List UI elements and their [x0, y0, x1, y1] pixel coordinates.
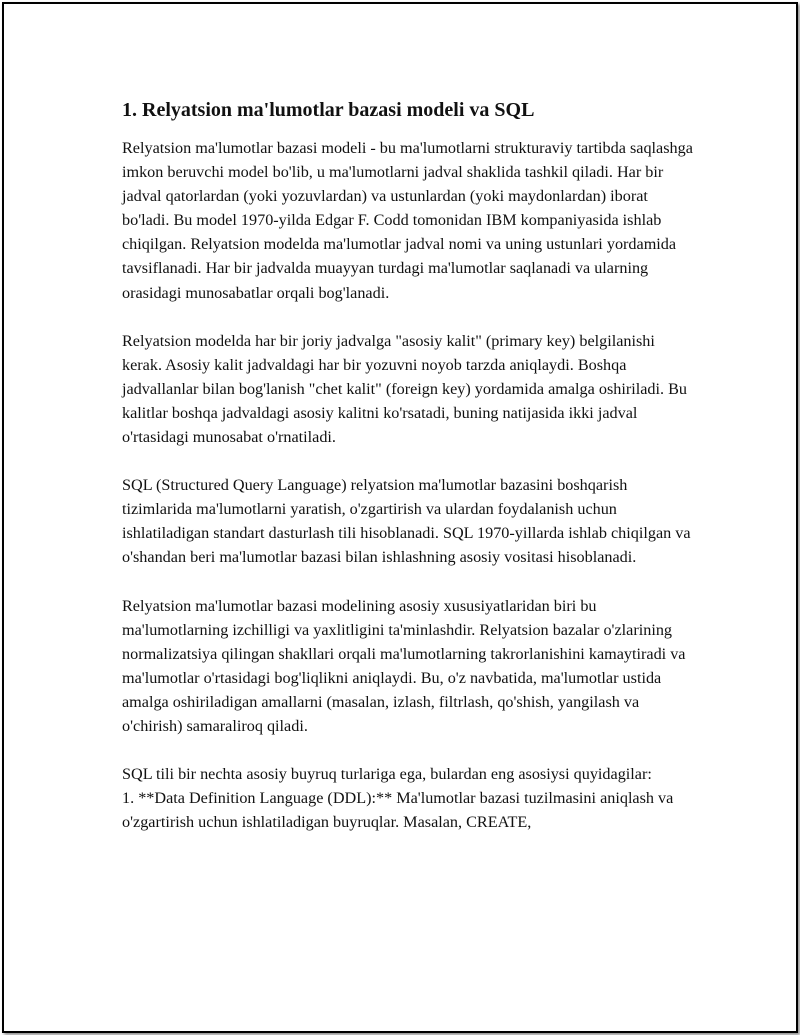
paragraph-sql: SQL (Structured Query Language) relyatsion ma'lumotlar bazasini boshqarish tizimlarida ma'lumotlarni yaratish, o'zgartirish va ulardan foydalanish uchun ishlatiladigan standart dasturlash tili hisoblanadi. SQL 1970-yillarda ishlab chiqilgan va o'shandan beri ma'lumotlar bazasi bilan ishlashning asosiy vositasi hisoblanadi. — [122, 476, 691, 567]
paragraph-sql-commands: SQL tili bir nechta asosiy buyruq turlariga ega, bulardan eng asosiysi quyidagilar: — [122, 765, 652, 784]
paragraph-integrity: Relyatsion ma'lumotlar bazasi modelining asosiy xususiyatlaridan biri bu ma'lumotlarning izchilligi va yaxlitligini ta'minlashdir. Relyatsion bazalar o'zlarining normalizatsiya qilingan shakllari orqali ma'lumotlarning takrorlanishini kamaytiradi va ma'lumotlar o'rtasidagi bog'liqlikni aniqlaydi. Bu, o'z navbatida, ma'lumotlar ustida amalga oshiriladigan amallarni (masalan, izlash, filtrlash, qo'shish, yangilash va o'chirish) samaraliroq qiladi. — [122, 596, 686, 735]
section-heading: 1. Relyatsion ma'lumotlar bazasi modeli va SQL — [122, 99, 535, 121]
document-body — [122, 96, 697, 834]
list-item-ddl: 1. **Data Definition Language (DDL):** Ma'lumotlar bazasi tuzilmasini aniqlash va o'zgartirish uchun ishlatiladigan buyruqlar. Masalan, CREATE, — [122, 789, 674, 832]
page-frame — [2, 2, 798, 1033]
paragraph-relational-model: Relyatsion ma'lumotlar bazasi modeli - bu ma'lumotlarni strukturaviy tartibda saqlashga imkon beruvchi model bo'lib, u ma'lumotlarni jadval shaklida tashkil qiladi. Har bir jadval qatorlardan (yoki yozuvlardan) va ustunlardan (yoki maydonlardan) iborat bo'ladi. Bu model 1970-yilda Edgar F. Codd tomonidan IBM kompaniyasida ishlab chiqilgan. Relyatsion modelda ma'lumotlar jadval nomi va uning ustunlari yordamida tavsiflanadi. Har bir jadvalda muayyan turdagi ma'lumotlar saqlanadi va ularning orasidagi munosabatlar orqali bog'lanadi. — [122, 139, 693, 302]
paragraph-keys: Relyatsion modelda har bir joriy jadvalga "asosiy kalit" (primary key) belgilanishi kerak. Asosiy kalit jadvaldagi har bir yozuvni noyob tarzda aniqlaydi. Boshqa jadvallanlar bilan bog'lanish "chet kalit" (foreign key) yordamida amalga oshiriladi. Bu kalitlar boshqa jadvaldagi asosiy kalitni ko'rsatadi, buning natijasida ikki jadval o'rtasidagi munosabat o'rnatiladi. — [122, 331, 687, 447]
